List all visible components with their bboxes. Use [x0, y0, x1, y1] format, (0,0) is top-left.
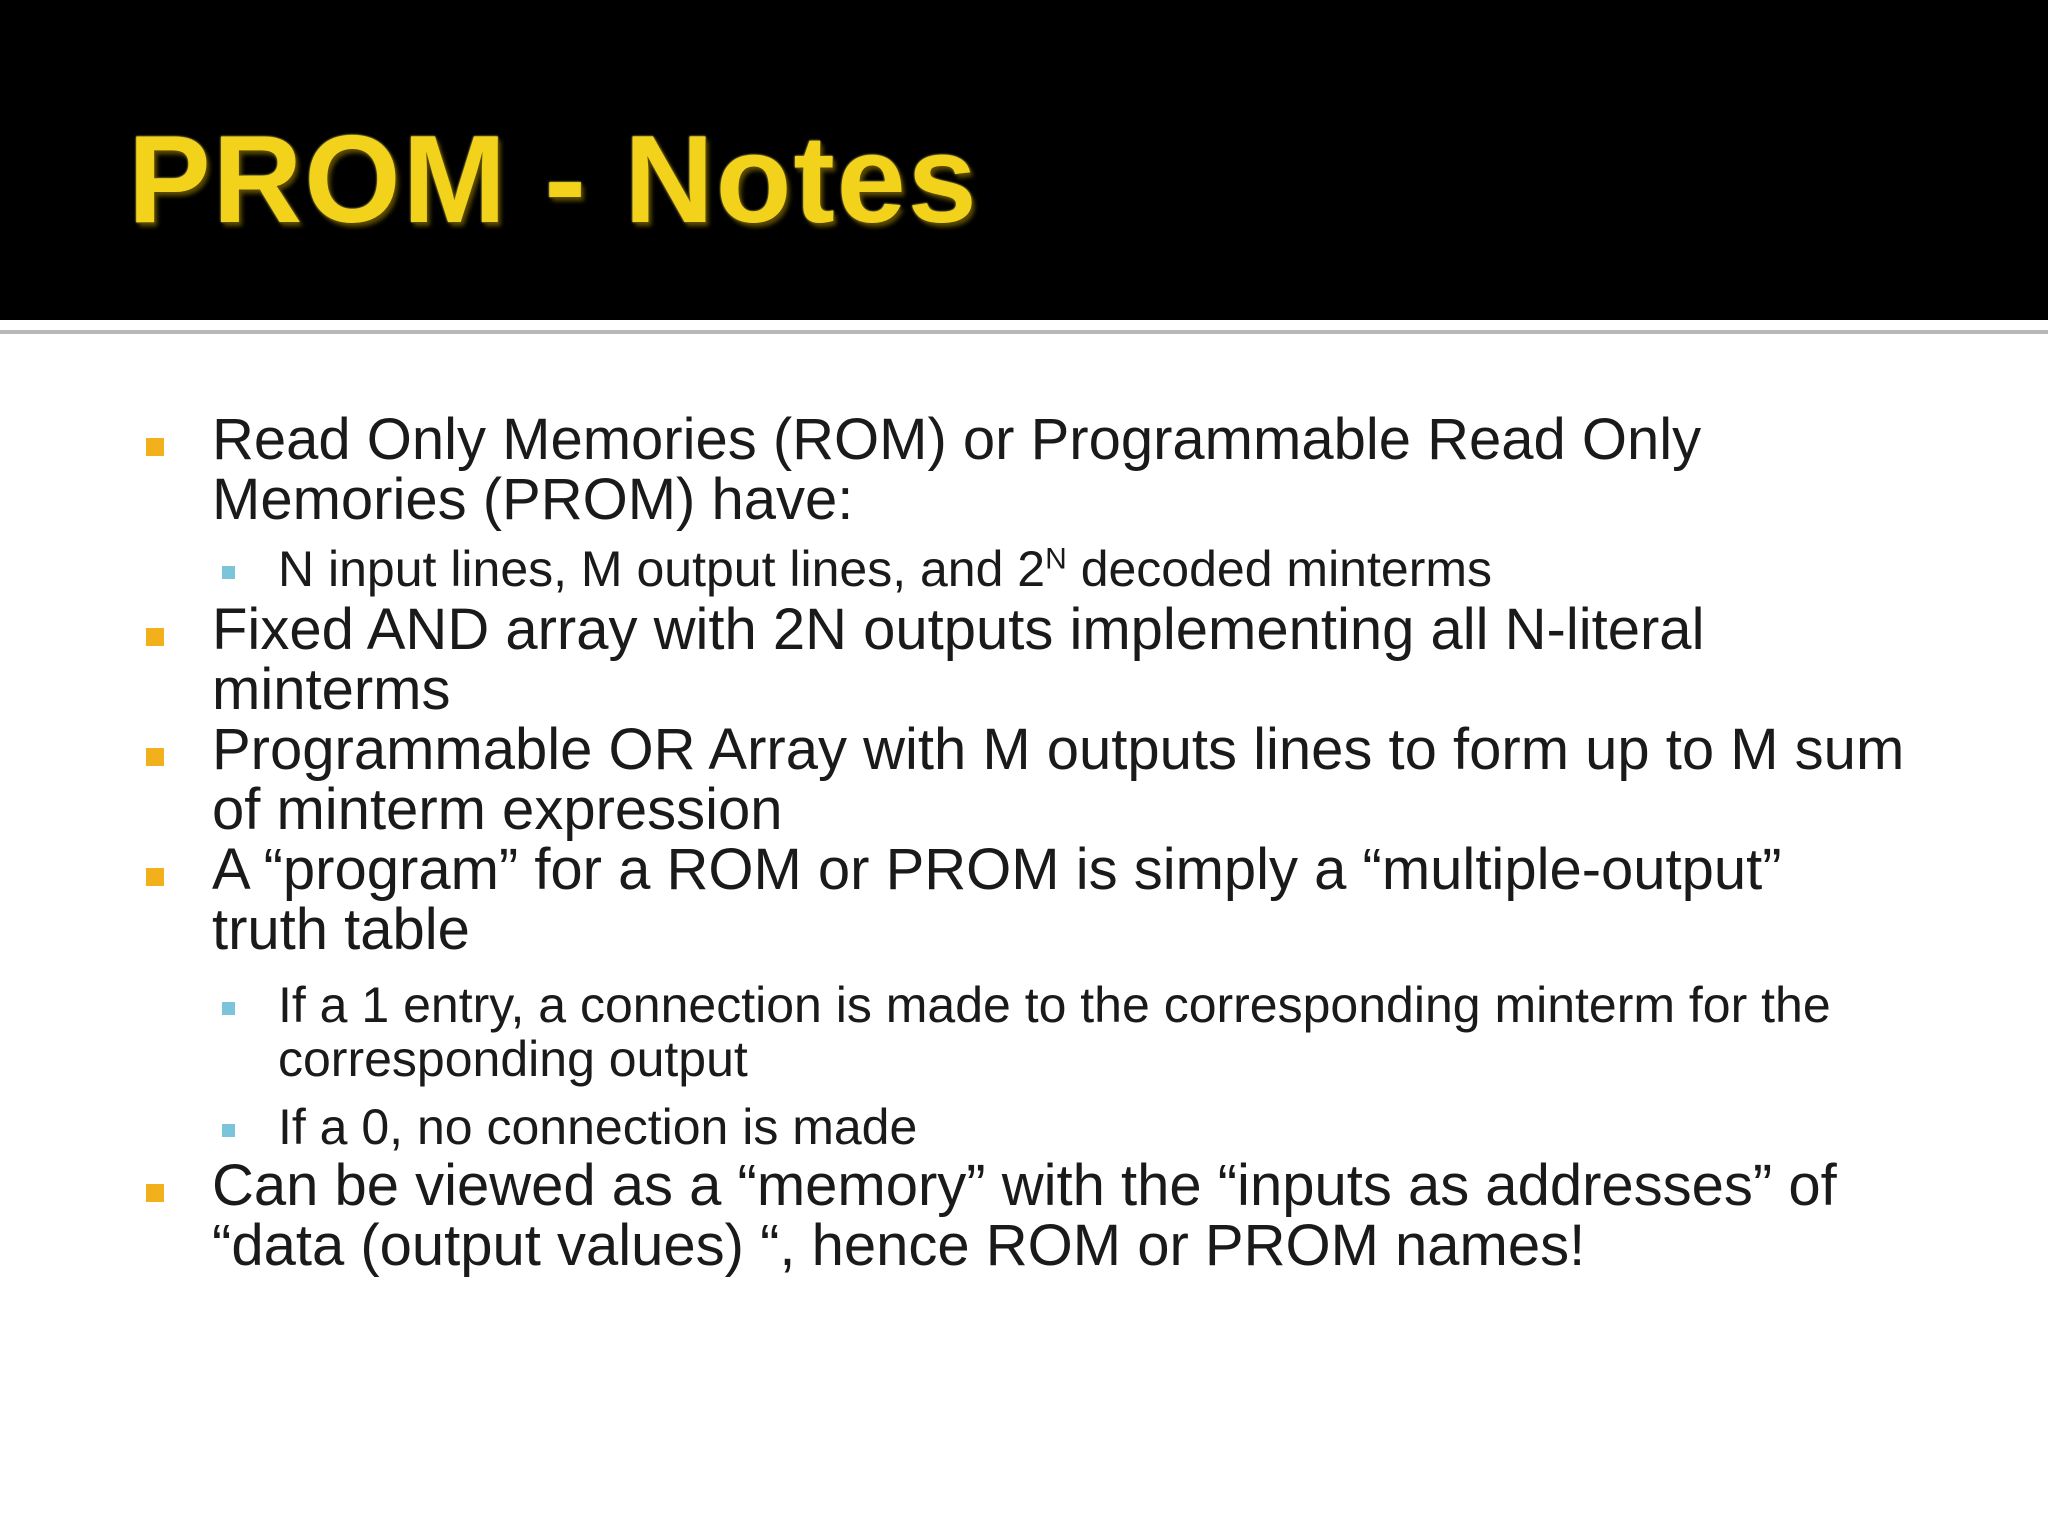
bullet-item	[212, 597, 1912, 722]
bullet-text: Fixed AND array with 2N outputs implementing all N-literal minterms	[212, 597, 1705, 722]
sub-bullet-item	[278, 542, 1918, 596]
bullet-text: A “program” for a ROM or PROM is simply a “multiple-output” truth table	[212, 837, 1782, 962]
sub-bullet-text-pre: N input lines, M output lines, and 2	[278, 541, 1046, 597]
bullet-item	[212, 1153, 1912, 1278]
sub-bullet-icon	[222, 566, 235, 579]
sub-bullet-icon	[222, 1124, 235, 1137]
bullet-icon	[146, 868, 164, 886]
bullet-item	[212, 717, 1912, 842]
bullet-text: Programmable OR Array with M outputs lines to form up to M sum of minterm expression	[212, 717, 1905, 842]
title-divider-shadow	[0, 330, 2048, 334]
bullet-icon	[146, 1184, 164, 1202]
bullet-icon	[146, 748, 164, 766]
sub-bullet-icon	[222, 1002, 235, 1015]
bullet-icon	[146, 438, 164, 456]
sub-bullet-text: If a 0, no connection is made	[278, 1099, 918, 1155]
sub-bullet-item	[278, 1100, 1918, 1154]
title-bar	[0, 0, 2048, 320]
sub-bullet-text: If a 1 entry, a connection is made to the corresponding minterm for the corresponding output	[278, 977, 1831, 1087]
sub-bullet-text-post: decoded minterms	[1066, 541, 1492, 597]
bullet-item	[212, 407, 1912, 532]
sub-bullet-item	[278, 978, 1918, 1086]
sub-bullet-superscript: N	[1045, 542, 1067, 576]
bullet-item	[212, 837, 1912, 962]
slide-title: PROM - Notes	[128, 111, 979, 249]
bullet-text: Read Only Memories (ROM) or Programmable Read Only Memories (PROM) have:	[212, 407, 1702, 532]
bullet-icon	[146, 628, 164, 646]
bullet-text: Can be viewed as a “memory” with the “inputs as addresses” of “data (output values) “, hence ROM or PROM names!	[212, 1153, 1837, 1278]
title-divider	[0, 320, 2048, 325]
bullet-list	[0, 407, 2048, 1278]
